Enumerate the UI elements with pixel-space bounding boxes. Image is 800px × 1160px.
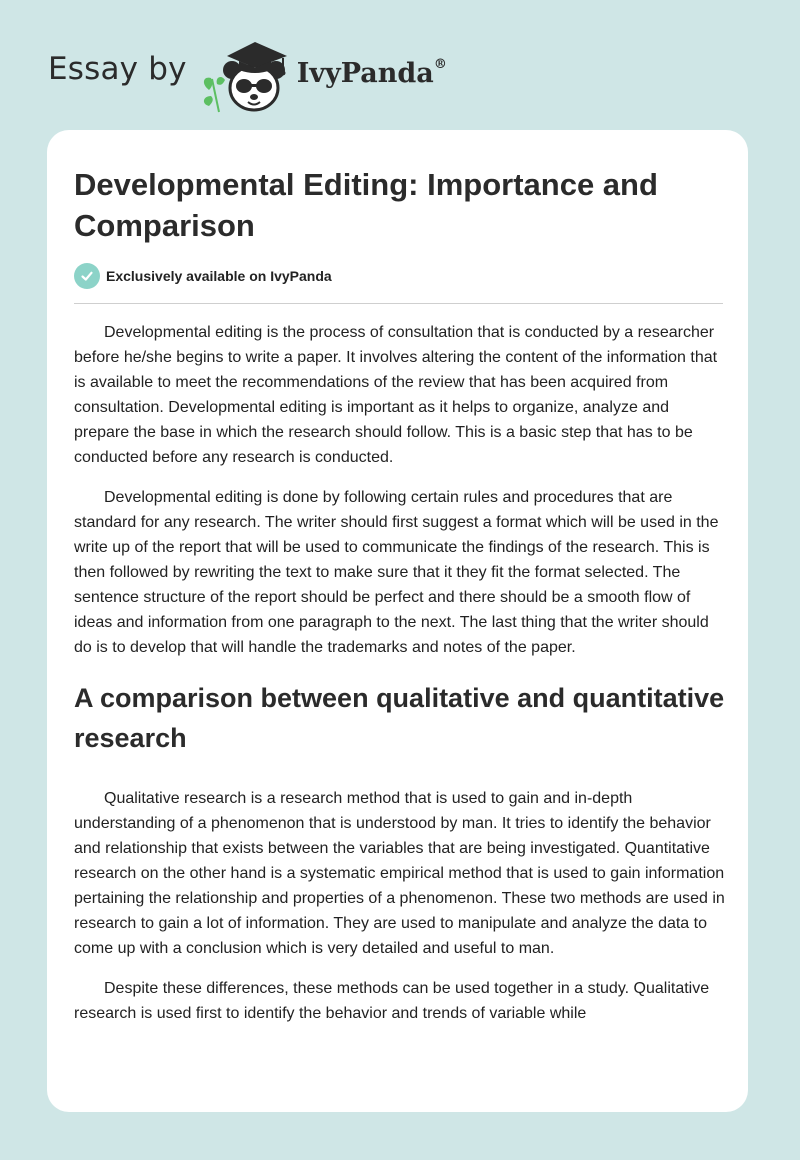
divider [74, 303, 723, 304]
essay-card [47, 130, 748, 1112]
essay-body [74, 320, 728, 1041]
paragraph: Despite these differences, these methods can be used together in a study. Qualitative research is used first to identify the behavior and trends of variable while [74, 980, 710, 1022]
paragraph: Developmental editing is the process of consultation that is conducted by a researcher before he/she begins to write a paper. It involves altering the content of the information that is available to meet the recommendations of the review that has been acquired from consultation. Developmental editing is important as it helps to organize, analyze and prepare the base in which the research should follow. This is a basic step that has to be conducted before any research is conducted. [74, 324, 718, 466]
ivypanda-logo[interactable] [199, 34, 295, 114]
paragraph: Qualitative research is a research method that is used to gain and in-depth understanding of a phenomenon that is understood by man. It tries to identify the behavior and relationship that exists between the variables that are being investigated. Quantitative research on the other hand is a systematic empirical method that is used to gain information pertaining the relationship and properties of a phenomenon. These two methods are used in research to gain a lot of information. They are used to manipulate and analyze the data to come up with a conclusion which is very detailed and useful to man. [74, 790, 725, 957]
essay-by-label: Essay by [48, 51, 187, 87]
brand-name[interactable]: IvyPanda® [296, 56, 447, 89]
badge-label: Exclusively available on IvyPanda [106, 268, 332, 284]
exclusive-badge [74, 263, 332, 289]
checkmark-icon [74, 263, 100, 289]
paragraph: Developmental editing is done by following certain rules and procedures that are standard for any research. The writer should first suggest a format which will be used in the write up of the report that will be used to communicate the findings of the research. This is then followed by rewriting the text to make sure that it they fit the format selected. The sentence structure of the report should be perfect and there should be a smooth flow of ideas and information from one paragraph to the next. The last thing that the writer should do is to develop that will handle the trademarks and notes of the paper. [74, 489, 719, 656]
panda-mascot-icon [199, 34, 295, 114]
page-title: Developmental Editing: Importance and Comparison [74, 167, 658, 243]
site-header [48, 34, 447, 114]
section-heading: A comparison between qualitative and quantitative research [74, 683, 725, 753]
registered-mark: ® [433, 56, 447, 72]
